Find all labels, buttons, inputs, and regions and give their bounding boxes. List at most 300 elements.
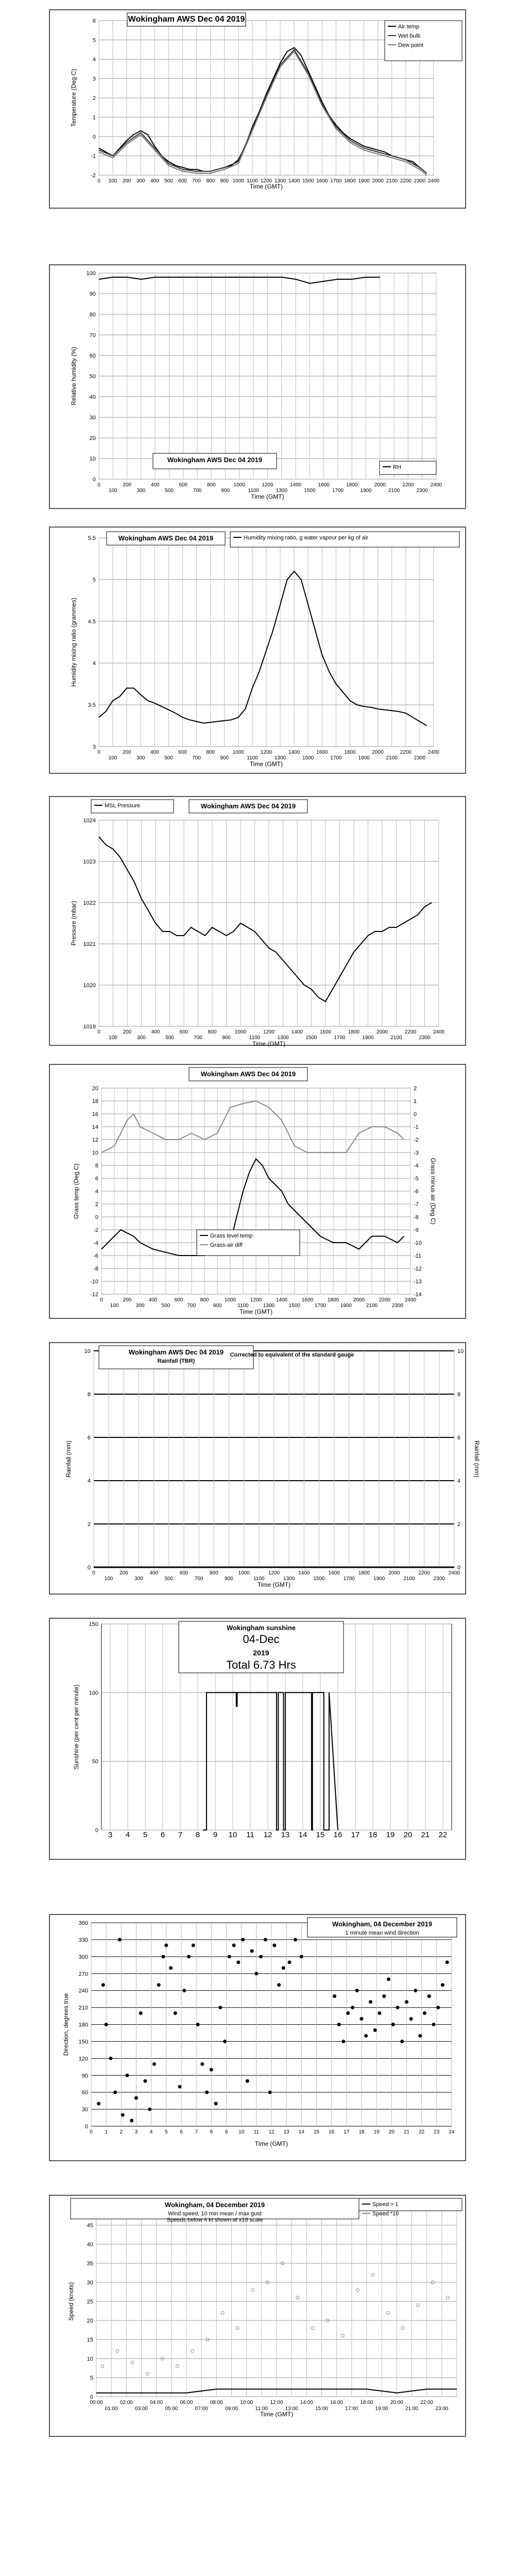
x-tick-label: 700: [192, 178, 201, 184]
y-tick-label: 1: [92, 114, 96, 121]
x-tick-label: 1600: [301, 1297, 314, 1303]
x-tick-label: 2400: [448, 1570, 460, 1576]
x-tick-label: 06:00: [180, 2400, 193, 2405]
y-right-tick-label: 2: [457, 1521, 461, 1528]
data-point: [174, 2011, 177, 2015]
data-point: [126, 2074, 129, 2077]
x-tick-label: 200: [122, 178, 131, 184]
y-axis-label: Sunshine (per cent per minute): [73, 1684, 80, 1770]
data-point: [333, 1994, 336, 1998]
data-point: [254, 1972, 258, 1975]
y-tick-label: 5.5: [88, 535, 96, 541]
x-tick-label: 2000: [388, 1570, 400, 1576]
data-point: [97, 2102, 100, 2106]
x-tick-label: 7: [195, 2129, 198, 2135]
x-tick-label: 3: [108, 1831, 113, 1839]
y-tick-label: 40: [89, 394, 96, 400]
x-tick-label: 1000: [224, 1297, 236, 1303]
x-tick-label: 1200: [268, 1570, 280, 1576]
data-point: [236, 1960, 240, 1964]
grass-temp-chart: [49, 1064, 466, 1319]
data-point: [288, 1960, 291, 1964]
data-point: [342, 2040, 346, 2043]
data-point: [268, 2091, 272, 2094]
y-tick-label: -2: [93, 1227, 98, 1233]
chart-title: Wokingham, 04 December 2019: [164, 2201, 265, 2209]
x-tick-label: 1900: [358, 178, 370, 184]
y-right-tick-label: 0: [414, 1111, 417, 1117]
x-tick-label: 2100: [386, 178, 398, 184]
data-point: [164, 1943, 168, 1947]
chart-title: Wokingham AWS Dec 04 2019: [128, 15, 245, 24]
y-right-tick-label: 1: [414, 1098, 417, 1105]
chart-title: Wokingham AWS Dec 04 2019: [200, 1070, 296, 1078]
x-tick-label: 1200: [260, 178, 272, 184]
y-right-tick-label: -10: [414, 1240, 422, 1246]
x-axis-label: Time (GMT): [249, 760, 283, 768]
chart-subtitle: Wind speed, 10 min mean / max gust: [168, 2211, 262, 2217]
y-tick-label: 210: [78, 2005, 88, 2011]
y-tick-label: 4: [92, 57, 96, 63]
x-tick-label: 2000: [372, 750, 384, 755]
y-tick-label: -1: [91, 153, 96, 160]
legend-label: Speed *10: [372, 2211, 399, 2217]
y-tick-label: 0: [90, 2394, 93, 2400]
legend-box: [380, 461, 436, 474]
x-tick-label: 600: [174, 1297, 183, 1303]
data-point: [382, 1994, 386, 1998]
x-tick-label: 200: [123, 482, 131, 488]
x-tick-label: 1000: [232, 178, 244, 184]
data-point: [436, 2006, 440, 2009]
data-point: [405, 2000, 408, 2004]
data-point: [441, 1983, 444, 1987]
data-point: [337, 2023, 341, 2026]
x-tick-label: 500: [164, 178, 173, 184]
y-tick-label: 16: [92, 1111, 98, 1117]
y-tick-label: 4.5: [88, 619, 96, 625]
y-tick-label: 5: [92, 37, 96, 44]
data-point: [105, 2023, 108, 2026]
y-tick-label: 3.5: [88, 702, 96, 708]
x-tick-label: 1300: [263, 1303, 275, 1309]
y-tick-label: 270: [78, 1971, 88, 1977]
y-right-tick-label: 8: [457, 1392, 461, 1398]
chart-title: Wokingham, 04 December 2019: [332, 1920, 433, 1928]
x-tick-label: 1300: [274, 755, 286, 761]
x-tick-label: 700: [187, 1303, 196, 1309]
y-tick-label: 1021: [83, 941, 96, 947]
y-tick-label: 12: [92, 1137, 98, 1143]
y-right-tick-label: -1: [414, 1124, 419, 1130]
x-tick-label: 12:00: [270, 2400, 283, 2405]
y-tick-label: 4: [95, 1189, 98, 1195]
x-tick-label: 02:00: [119, 2400, 133, 2405]
y-tick-label: 10: [92, 1150, 98, 1156]
data-point: [113, 2091, 117, 2094]
y-tick-label: -2: [91, 173, 96, 179]
y-tick-label: 150: [89, 1621, 98, 1628]
x-tick-label: 1700: [343, 1576, 355, 1582]
x-tick-label: 2000: [353, 1297, 365, 1303]
x-tick-label: 400: [149, 1570, 159, 1576]
x-tick-label: 2000: [372, 178, 384, 184]
x-tick-label: 1900: [362, 1035, 374, 1041]
x-tick-label: 900: [225, 1576, 233, 1582]
x-tick-label: 11: [253, 2129, 260, 2135]
x-tick-label: 2200: [418, 1570, 430, 1576]
data-point: [427, 1994, 431, 1998]
x-tick-label: 200: [123, 1297, 132, 1303]
y-right-tick-label: -11: [414, 1253, 422, 1259]
x-tick-label: 09:00: [225, 2406, 238, 2412]
y-tick-label: 45: [87, 2223, 93, 2229]
chart-title: Wokingham AWS Dec 04 2019: [200, 802, 296, 810]
x-tick-label: 14:00: [300, 2400, 313, 2405]
data-point: [272, 1943, 276, 1947]
x-tick-label: 2200: [404, 1029, 417, 1035]
y-right-tick-label: 6: [457, 1435, 461, 1441]
y-right-axis-label: Rainfall (mm): [473, 1440, 480, 1478]
data-point: [210, 2068, 213, 2072]
data-point: [373, 2028, 377, 2032]
x-tick-label: 0: [97, 178, 100, 184]
y-tick-label: 10: [84, 1348, 91, 1354]
x-tick-label: 700: [194, 1576, 203, 1582]
y-tick-label: 100: [86, 270, 96, 277]
x-tick-label: 300: [134, 1576, 143, 1582]
y-tick-label: 120: [78, 2056, 88, 2062]
x-tick-label: 1900: [358, 755, 370, 761]
x-tick-label: 600: [179, 1570, 188, 1576]
x-tick-label: 16: [329, 2129, 335, 2135]
y-tick-label: -8: [93, 1266, 98, 1272]
x-tick-label: 2100: [390, 1035, 402, 1041]
x-tick-label: 24: [449, 2129, 455, 2135]
x-axis-label: Time (GMT): [239, 1308, 273, 1315]
data-point: [109, 2057, 112, 2060]
x-tick-label: 1600: [316, 178, 328, 184]
y-tick-label: 5: [92, 577, 96, 583]
y-right-tick-label: 2: [414, 1086, 417, 1092]
x-tick-label: 15: [313, 2129, 320, 2135]
x-tick-label: 2100: [386, 755, 398, 761]
y-tick-label: 4: [87, 1478, 91, 1484]
rainfall-chart-svg: [50, 1343, 480, 1594]
x-tick-label: 1300: [283, 1576, 295, 1582]
x-tick-label: 1500: [288, 1303, 301, 1309]
x-tick-label: 400: [150, 482, 160, 488]
x-tick-label: 2100: [366, 1303, 378, 1309]
x-tick-label: 2000: [374, 482, 386, 488]
y-right-tick-label: -8: [414, 1214, 419, 1221]
x-tick-label: 500: [165, 1035, 174, 1041]
legend-label: Grass-air diff: [210, 1242, 243, 1248]
x-tick-label: 1300: [274, 178, 286, 184]
x-tick-label: 18: [358, 2129, 365, 2135]
x-tick-label: 14: [298, 1831, 307, 1839]
data-point: [432, 2023, 436, 2026]
data-point: [400, 2040, 404, 2043]
x-tick-label: 2200: [402, 482, 414, 488]
x-tick-label: 1400: [291, 1029, 303, 1035]
x-tick-label: 1400: [289, 482, 302, 488]
chart-note: Corrected to equivalent of the standard gauge: [230, 1352, 354, 1358]
data-point: [391, 2023, 395, 2026]
x-tick-label: 400: [151, 1029, 160, 1035]
y-axis-label: Temperature (Deg C): [70, 69, 77, 127]
x-tick-label: 2300: [419, 1035, 431, 1041]
y-tick-label: 2: [95, 1201, 98, 1208]
y-right-tick-label: -6: [414, 1189, 419, 1195]
x-tick-label: 500: [164, 755, 173, 761]
x-tick-label: 100: [108, 488, 117, 494]
legend-label: Grass level temp: [210, 1233, 253, 1239]
chart-title: Wokingham AWS Dec 04 2019: [118, 534, 214, 542]
y-tick-label: 14: [92, 1124, 98, 1130]
y-tick-label: 20: [89, 435, 96, 442]
y-tick-label: 240: [78, 1988, 88, 1994]
data-point: [360, 2017, 364, 2021]
temperature-chart-svg: [50, 10, 465, 208]
data-point: [152, 2062, 156, 2066]
x-tick-label: 100: [109, 1035, 117, 1041]
x-tick-label: 800: [206, 178, 215, 184]
x-tick-label: 1600: [318, 482, 330, 488]
y-right-tick-label: -9: [414, 1227, 419, 1233]
data-point: [178, 2085, 182, 2089]
x-tick-label: 1000: [234, 1029, 247, 1035]
y-right-tick-label: -3: [414, 1150, 419, 1156]
y-axis-label: Speed (knots): [67, 2282, 75, 2321]
sunshine-chart-svg: [50, 1619, 465, 1859]
y-tick-label: -4: [93, 1240, 98, 1246]
x-tick-label: 2300: [391, 1303, 404, 1309]
y-tick-label: 1022: [83, 900, 96, 906]
data-point: [241, 1938, 245, 1941]
x-tick-label: 22: [438, 1831, 448, 1839]
chart-title: Wokingham AWS Dec 04 2019: [128, 1348, 224, 1356]
legend-label: RH: [393, 464, 401, 470]
data-point: [169, 1966, 173, 1970]
x-tick-label: 17:00: [345, 2406, 358, 2412]
humidity-chart-svg: [50, 265, 465, 508]
data-point: [139, 2011, 143, 2015]
x-tick-label: 01:00: [105, 2406, 118, 2412]
x-tick-label: 08:00: [210, 2400, 223, 2405]
mixing-ratio-chart: [49, 527, 466, 774]
x-tick-label: 12: [268, 2129, 274, 2135]
y-tick-label: 0: [92, 134, 96, 140]
chart-total: Total 6.73 Hrs: [226, 1658, 296, 1671]
x-tick-label: 700: [193, 488, 202, 494]
chart-date: 04-Dec: [243, 1633, 280, 1646]
data-point: [351, 2006, 354, 2009]
x-tick-label: 500: [165, 488, 174, 494]
data-point: [346, 2011, 350, 2015]
x-tick-label: 04:00: [150, 2400, 163, 2405]
y-tick-label: 6: [95, 1176, 98, 1182]
y-axis-label: Humidity mixing ratio (grammes): [70, 598, 77, 687]
x-tick-label: 800: [200, 1297, 209, 1303]
y-tick-label: 10: [87, 2356, 93, 2362]
data-point: [259, 1955, 263, 1958]
x-tick-label: 200: [119, 1570, 128, 1576]
data-point: [246, 2079, 249, 2083]
wind-speed-chart-svg: [50, 2196, 465, 2436]
legend-box: [385, 21, 462, 61]
x-tick-label: 14: [298, 2129, 304, 2135]
y-tick-label: 70: [89, 332, 96, 338]
x-tick-label: 1400: [288, 750, 300, 755]
y-tick-label: 30: [87, 2280, 93, 2286]
y-tick-label: 6: [92, 18, 96, 24]
y-right-tick-label: -2: [414, 1137, 419, 1143]
x-axis-label: Time (GMT): [251, 493, 284, 500]
x-tick-label: 9: [213, 1831, 218, 1839]
x-axis-label: Time (GMT): [257, 1581, 291, 1588]
x-tick-label: 700: [194, 1035, 202, 1041]
data-point: [282, 1966, 285, 1970]
x-tick-label: 1000: [238, 1570, 250, 1576]
x-tick-label: 1700: [334, 1035, 346, 1041]
x-tick-label: 2100: [388, 488, 400, 494]
data-point: [223, 2040, 227, 2043]
x-tick-label: 23: [434, 2129, 440, 2135]
y-tick-label: 35: [87, 2261, 93, 2267]
humidity-chart: [49, 264, 466, 509]
x-tick-label: 2300: [414, 755, 426, 761]
data-point: [134, 2096, 138, 2100]
x-tick-label: 3: [134, 2129, 138, 2135]
x-tick-label: 1700: [330, 178, 342, 184]
data-point: [396, 2006, 400, 2009]
x-tick-label: 1400: [288, 178, 300, 184]
y-tick-label: 2: [92, 95, 96, 101]
data-point: [300, 1955, 303, 1958]
x-tick-label: 0: [97, 482, 100, 488]
y-tick-label: 150: [78, 2039, 88, 2045]
x-tick-label: 1800: [344, 178, 356, 184]
x-tick-label: 5: [165, 2129, 168, 2135]
wind-speed-chart: [49, 2195, 466, 2437]
x-tick-label: 900: [213, 1303, 222, 1309]
y-tick-label: -6: [93, 1253, 98, 1259]
y-tick-label: 20: [92, 1086, 98, 1092]
y-tick-label: 90: [89, 291, 96, 297]
x-tick-label: 500: [164, 1576, 174, 1582]
x-tick-label: 0: [97, 750, 100, 755]
y-tick-label: 25: [87, 2299, 93, 2305]
x-tick-label: 5: [143, 1831, 148, 1839]
x-tick-label: 900: [220, 178, 229, 184]
x-tick-label: 300: [136, 755, 145, 761]
x-tick-label: 1500: [313, 1576, 325, 1582]
x-tick-label: 07:00: [195, 2406, 208, 2412]
x-tick-label: 11: [246, 1831, 254, 1839]
x-tick-label: 18: [368, 1831, 377, 1839]
x-tick-label: 10:00: [240, 2400, 253, 2405]
x-tick-label: 1300: [276, 488, 287, 494]
y-tick-label: 60: [81, 2090, 88, 2096]
x-tick-label: 400: [150, 750, 159, 755]
x-axis-label: Time (GMT): [260, 2411, 294, 2418]
x-tick-label: 1800: [327, 1297, 339, 1303]
y-right-tick-label: -13: [414, 1279, 422, 1285]
x-tick-label: 13: [283, 2129, 289, 2135]
legend-label: Speed > 1: [372, 2201, 399, 2208]
data-point: [445, 1960, 449, 1964]
y-tick-label: 90: [81, 2073, 88, 2079]
x-tick-label: 0: [97, 1029, 100, 1035]
chart-title: Wokingham sunshine: [226, 1624, 296, 1632]
x-tick-label: 600: [179, 1029, 188, 1035]
x-tick-label: 1: [105, 2129, 108, 2135]
pressure-chart: [49, 796, 466, 1046]
y-tick-label: 0: [95, 1214, 98, 1221]
y-axis-label: Direction, degrees true: [62, 1993, 70, 2056]
data-point: [182, 1989, 186, 1992]
chart-note: Speeds below 4 kt shown at x10 scale: [166, 2217, 263, 2223]
x-tick-label: 900: [220, 755, 229, 761]
x-tick-label: 05:00: [165, 2406, 178, 2412]
y-tick-label: 330: [78, 1937, 88, 1943]
x-tick-label: 13:00: [285, 2406, 298, 2412]
data-point: [250, 1949, 254, 1953]
x-tick-label: 1100: [247, 755, 258, 761]
x-tick-label: 2300: [414, 178, 426, 184]
legend-label: Wet bulb: [398, 33, 421, 39]
wind-direction-chart-svg: [50, 1915, 465, 2160]
x-tick-label: 1900: [373, 1576, 385, 1582]
x-tick-label: 1800: [358, 1570, 370, 1576]
y-tick-label: 60: [89, 353, 96, 359]
data-point: [101, 1983, 105, 1987]
x-axis-label: Time (GMT): [252, 1040, 286, 1047]
x-tick-label: 16:00: [330, 2400, 344, 2405]
y-tick-label: 4: [92, 660, 96, 667]
legend-label: Air temp: [398, 24, 419, 30]
x-tick-label: 1800: [348, 1029, 360, 1035]
grass-temp-chart-svg: [50, 1065, 465, 1318]
data-point: [355, 1989, 359, 1992]
y-tick-label: 30: [81, 2107, 88, 2113]
data-point: [144, 2079, 147, 2083]
legend-label: MSL Pressure: [105, 803, 141, 809]
y-right-tick-label: 4: [457, 1478, 461, 1484]
y-tick-label: 0: [92, 477, 96, 483]
x-tick-label: 2100: [403, 1576, 415, 1582]
x-tick-label: 2300: [416, 488, 428, 494]
x-tick-label: 500: [161, 1303, 170, 1309]
x-tick-label: 600: [178, 178, 187, 184]
data-point: [264, 1938, 267, 1941]
x-tick-label: 1500: [305, 1035, 317, 1041]
x-tick-label: 1500: [302, 178, 314, 184]
y-axis-label: Pressure (mbar): [70, 901, 77, 946]
data-point: [118, 1938, 122, 1941]
y-tick-label: 2: [87, 1521, 91, 1528]
x-tick-label: 900: [221, 488, 230, 494]
x-tick-label: 21: [403, 2129, 410, 2135]
y-tick-label: 0: [87, 1565, 91, 1571]
x-tick-label: 19: [373, 2129, 380, 2135]
x-tick-label: 21:00: [405, 2406, 419, 2412]
legend-label: Humidity mixing ratio, g water vapour per kg of air: [244, 535, 369, 541]
data-point: [192, 1943, 195, 1947]
x-tick-label: 1100: [247, 178, 258, 184]
x-tick-label: 700: [192, 755, 201, 761]
